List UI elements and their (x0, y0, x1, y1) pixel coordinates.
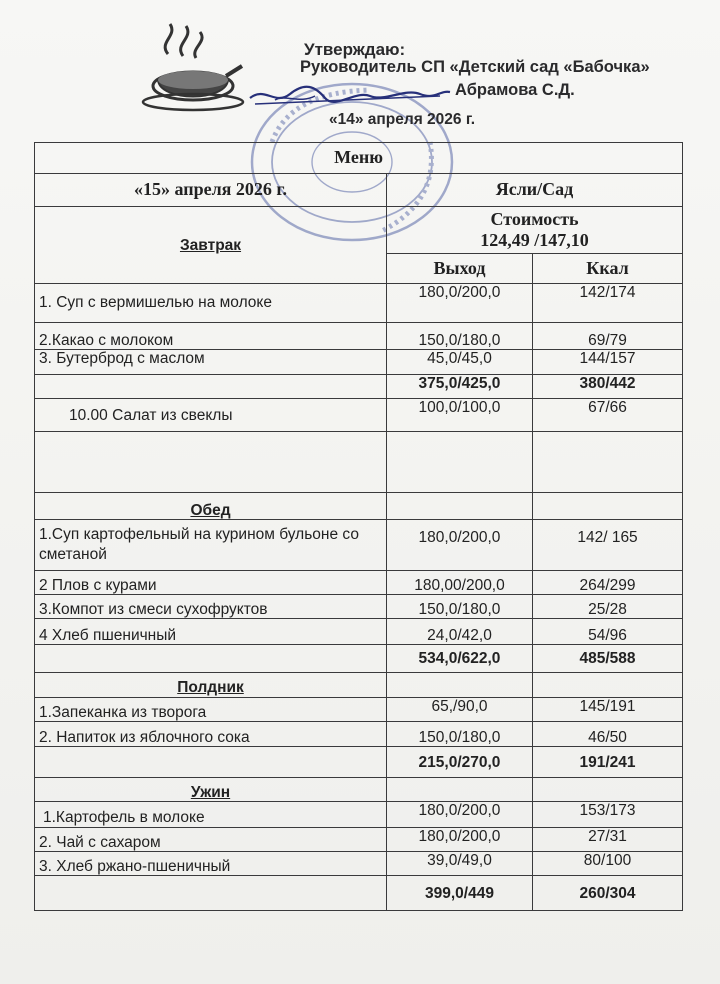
dish-output: 180,0/200,0 (387, 519, 533, 570)
dish-name: 2 Плов с курами (35, 570, 387, 594)
dinner-title: Ужин (35, 777, 387, 801)
dish-name: 2.Какао с молоком (35, 322, 387, 349)
approval-block (0, 0, 720, 140)
dish-name: 3.Компот из смеси сухофруктов (35, 594, 387, 618)
approval-title: Утверждаю: (304, 40, 406, 59)
dish-output: 180,0/200,0 (387, 827, 533, 851)
dish-output: 100,0/100,0 (387, 398, 533, 432)
dish-name: 10.00 Салат из свеклы (35, 398, 387, 432)
approval-organization: Руководитель СП «Детский сад «Бабочка» (300, 58, 650, 76)
table-row (35, 802, 683, 827)
dish-kcal: 145/191 (533, 697, 683, 721)
dish-name: 1.Суп картофельный на курином бульоне со сметаной (35, 519, 387, 570)
cost-value: 124,49 /147,10 (480, 229, 589, 250)
dish-kcal: 69/79 (533, 322, 683, 349)
dish-output: 150,0/180,0 (387, 322, 533, 349)
table-row (35, 322, 683, 349)
cost-label: Стоимость (490, 209, 579, 230)
table-row (35, 519, 683, 570)
dish-output: 39,0/49,0 (387, 851, 533, 875)
dish-output: 180,0/200,0 (387, 802, 533, 827)
lunch-title: Обед (35, 493, 387, 519)
dish-kcal: 67/66 (533, 398, 683, 432)
table-row (35, 851, 683, 875)
table-row (35, 284, 683, 323)
table-row (35, 398, 683, 432)
dish-output: 24,0/42,0 (387, 619, 533, 644)
total-row (35, 876, 683, 911)
snack-total-output: 215,0/270,0 (387, 747, 533, 777)
lunch-total-kcal: 485/588 (533, 644, 683, 672)
total-row (35, 747, 683, 777)
col-kcal-header: Ккал (533, 253, 683, 283)
dish-name: 1.Запеканка из творога (35, 697, 387, 721)
menu-title: Меню (35, 143, 683, 174)
dish-name: 2. Чай с сахаром (35, 827, 387, 851)
dish-output: 45,0/45,0 (387, 350, 533, 374)
breakfast-total-kcal: 380/442 (533, 374, 683, 398)
dish-output: 180,0/200,0 (387, 284, 533, 323)
snack-total-kcal: 191/241 (533, 747, 683, 777)
dish-name: 3. Бутерброд с маслом (35, 350, 387, 374)
table-row (35, 594, 683, 618)
section-row (35, 493, 683, 519)
dinner-total-kcal: 260/304 (533, 876, 683, 911)
table-row (35, 619, 683, 644)
dish-output: 180,00/200,0 (387, 570, 533, 594)
dish-kcal: 142/174 (533, 284, 683, 323)
menu-date: «15» апреля 2026 г. (35, 174, 387, 207)
dish-kcal: 25/28 (533, 594, 683, 618)
section-row (35, 673, 683, 697)
dish-kcal: 142/ 165 (533, 519, 683, 570)
afternoon-snack-title: Полдник (35, 673, 387, 697)
breakfast-total-output: 375,0/425,0 (387, 374, 533, 398)
dish-kcal: 46/50 (533, 721, 683, 746)
dish-name: 4 Хлеб пшеничный (35, 619, 387, 644)
empty-row (35, 432, 683, 493)
table-row (35, 350, 683, 374)
dish-output: 65,/90,0 (387, 697, 533, 721)
approval-date: «14» апреля 2026 г. (329, 111, 476, 128)
table-row (35, 697, 683, 721)
dish-kcal: 27/31 (533, 827, 683, 851)
section-row (35, 777, 683, 801)
lunch-total-output: 534,0/622,0 (387, 644, 533, 672)
dish-name: 3. Хлеб ржано-пшеничный (35, 851, 387, 875)
total-row (35, 374, 683, 398)
col-output-header: Выход (387, 253, 533, 283)
table-row (35, 570, 683, 594)
total-row (35, 644, 683, 672)
dish-kcal: 264/299 (533, 570, 683, 594)
dish-name: 2. Напиток из яблочного сока (35, 721, 387, 746)
table-row (35, 827, 683, 851)
approval-signatory: Абрамова С.Д. (455, 81, 575, 99)
dish-output: 150,0/180,0 (387, 721, 533, 746)
group-label: Ясли/Сад (387, 174, 683, 207)
breakfast-title: Завтрак (35, 206, 387, 283)
dish-kcal: 153/173 (533, 802, 683, 827)
dish-kcal: 144/157 (533, 350, 683, 374)
dinner-total-output: 399,0/449 (387, 876, 533, 911)
dish-name: 1. Суп с вермишелью на молоке (35, 284, 387, 323)
dish-kcal: 80/100 (533, 851, 683, 875)
menu-table (34, 142, 682, 911)
dish-kcal: 54/96 (533, 619, 683, 644)
table-row (35, 721, 683, 746)
dish-output: 150,0/180,0 (387, 594, 533, 618)
dish-name: 1.Картофель в молоке (35, 802, 387, 827)
